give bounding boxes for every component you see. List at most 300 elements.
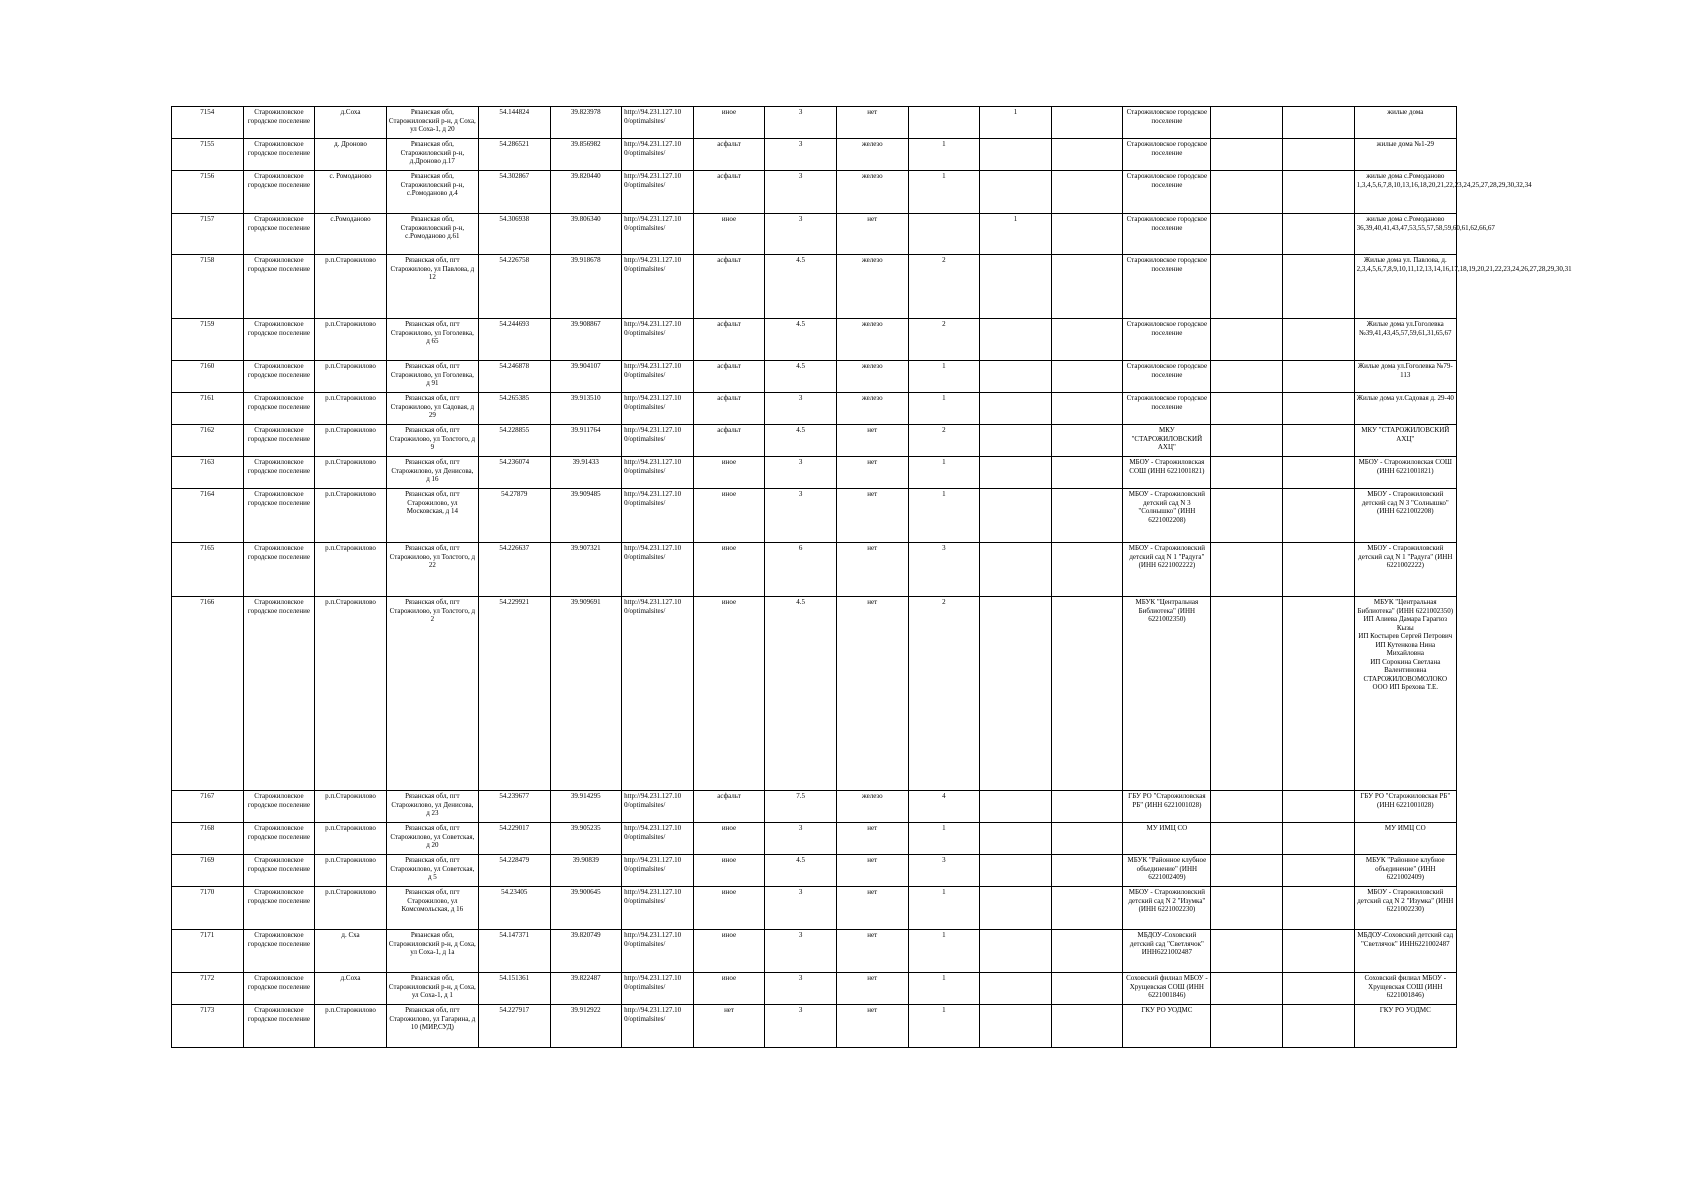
cell-area: 3	[765, 930, 837, 973]
cell-id: 7168	[172, 823, 244, 855]
cell-owner: ГКУ РО УОДМС	[1123, 1005, 1211, 1048]
cell-empty	[1211, 214, 1283, 255]
cell-owner: МБДОУ-Соховский детский сад "Светлячок" ИНН6221002487	[1123, 930, 1211, 973]
cell-mun: Старожиловское городское поселение	[243, 855, 315, 887]
cell-lon: 39.823978	[550, 107, 622, 139]
cell-n2	[980, 457, 1052, 489]
cell-mun: Старожиловское городское поселение	[243, 361, 315, 393]
cell-id: 7160	[172, 361, 244, 393]
cell-n2: 1	[980, 214, 1052, 255]
cell-src: жилые дома	[1354, 107, 1456, 139]
cell-fence: нет	[836, 887, 908, 930]
cell-lat: 54.229921	[478, 597, 550, 791]
cell-loc: р.п.Старожилово	[315, 393, 387, 425]
cell-fence: нет	[836, 823, 908, 855]
table-row	[172, 361, 1457, 393]
cell-url: http://94.231.127.10 0/optimalsites/	[622, 930, 694, 973]
cell-fence: нет	[836, 597, 908, 791]
table-body	[172, 107, 1572, 1048]
cell-surf: асфальт	[693, 425, 765, 457]
cell-fence: железо	[836, 139, 908, 171]
cell-empty	[1282, 855, 1354, 887]
cell-surf: иное	[693, 973, 765, 1005]
cell-lat: 54.306938	[478, 214, 550, 255]
cell-empty	[1282, 425, 1354, 457]
cell-lon: 39.822487	[550, 973, 622, 1005]
cell-surf: иное	[693, 855, 765, 887]
cell-surf: иное	[693, 489, 765, 543]
cell-n1: 1	[908, 171, 980, 214]
cell-n1	[908, 107, 980, 139]
cell-addr: Рязанская обл, Старожиловский р-н, д Соха, ул Соха-1, д 1	[386, 973, 478, 1005]
cell-surf: асфальт	[693, 139, 765, 171]
cell-mun: Старожиловское городское поселение	[243, 887, 315, 930]
cell-empty	[1282, 171, 1354, 214]
cell-mun: Старожиловское городское поселение	[243, 319, 315, 361]
cell-empty	[1211, 930, 1283, 973]
cell-empty	[1282, 823, 1354, 855]
cell-n1: 1	[908, 823, 980, 855]
table-row	[172, 855, 1457, 887]
cell-lon: 39.912922	[550, 1005, 622, 1048]
cell-id: 7171	[172, 930, 244, 973]
cell-lat: 54.228479	[478, 855, 550, 887]
cell-fence: железо	[836, 171, 908, 214]
cell-src: Соховский филиал МБОУ - Хрущевская СОШ (ИНН 6221001846)	[1354, 973, 1456, 1005]
cell-area: 3	[765, 214, 837, 255]
cell-empty	[1051, 457, 1123, 489]
cell-n1: 2	[908, 319, 980, 361]
cell-empty	[1211, 791, 1283, 823]
cell-area: 3	[765, 139, 837, 171]
cell-owner: МБОУ - Старожиловская СОШ (ИНН 6221001821)	[1123, 457, 1211, 489]
cell-fence: железо	[836, 319, 908, 361]
cell-surf: иное	[693, 457, 765, 489]
cell-lat: 54.147371	[478, 930, 550, 973]
cell-addr: Рязанская обл, Старожиловский р-н, д Соха, ул Соха-1, д 1а	[386, 930, 478, 973]
table-row	[172, 887, 1457, 930]
cell-url: http://94.231.127.10 0/optimalsites/	[622, 139, 694, 171]
table-row	[172, 457, 1457, 489]
cell-src: МКУ "СТАРОЖИЛОВСКИЙ АХЦ"	[1354, 425, 1456, 457]
cell-url: http://94.231.127.10 0/optimalsites/	[622, 973, 694, 1005]
cell-empty	[1051, 255, 1123, 319]
cell-fence: нет	[836, 425, 908, 457]
cell-addr: Рязанская обл, пгт Старожилово, ул Павлова, д 12	[386, 255, 478, 319]
cell-loc: д.Соха	[315, 973, 387, 1005]
cell-empty	[1282, 457, 1354, 489]
cell-empty	[1282, 887, 1354, 930]
cell-url: http://94.231.127.10 0/optimalsites/	[622, 543, 694, 597]
table-row	[172, 543, 1457, 597]
cell-loc: р.п.Старожилово	[315, 855, 387, 887]
cell-area: 3	[765, 393, 837, 425]
cell-src: жилые дома с.Ромоданово 1,3,4,5,6,7,8,10,13,16,18,20,21,22,23,24,25,27,28,29,30,32,34	[1354, 171, 1456, 214]
cell-loc: р.п.Старожилово	[315, 597, 387, 791]
cell-id: 7154	[172, 107, 244, 139]
cell-src: МБОУ - Старожиловская СОШ (ИНН 6221001821)	[1354, 457, 1456, 489]
cell-n1: 4	[908, 791, 980, 823]
cell-n1: 1	[908, 1005, 980, 1048]
cell-addr: Рязанская обл, пгт Старожилово, ул Садовая, д 29	[386, 393, 478, 425]
table-row	[172, 255, 1457, 319]
cell-loc: р.п.Старожилово	[315, 543, 387, 597]
cell-src: Жилые дома ул.Гоголевка №39,41,43,45,57,59,61,31,65,67	[1354, 319, 1456, 361]
cell-mun: Старожиловское городское поселение	[243, 823, 315, 855]
cell-src: МБОУ - Старожиловский детский сад N 3 "Солнышко" (ИНН 6221002208)	[1354, 489, 1456, 543]
cell-lat: 54.27879	[478, 489, 550, 543]
cell-owner: Старожиловское городское поселение	[1123, 171, 1211, 214]
cell-src: Жилые дома ул.Гоголевка №79-113	[1354, 361, 1456, 393]
cell-lon: 39.91433	[550, 457, 622, 489]
cell-lat: 54.286521	[478, 139, 550, 171]
cell-id: 7156	[172, 171, 244, 214]
cell-loc: с.Ромоданово	[315, 214, 387, 255]
cell-loc: д.Соха	[315, 107, 387, 139]
cell-src: ГКУ РО УОДМС	[1354, 1005, 1456, 1048]
cell-lon: 39.913510	[550, 393, 622, 425]
table-row	[172, 171, 1457, 214]
cell-n1: 2	[908, 597, 980, 791]
cell-empty	[1282, 1005, 1354, 1048]
cell-fence: нет	[836, 489, 908, 543]
cell-url: http://94.231.127.10 0/optimalsites/	[622, 255, 694, 319]
cell-fence: железо	[836, 361, 908, 393]
cell-lat: 54.239677	[478, 791, 550, 823]
table-row	[172, 139, 1457, 171]
cell-mun: Старожиловское городское поселение	[243, 1005, 315, 1048]
cell-src: МБДОУ-Соховский детский сад "Светлячок" ИНН6221002487	[1354, 930, 1456, 973]
cell-fence: нет	[836, 457, 908, 489]
cell-loc: д. Сха	[315, 930, 387, 973]
cell-mun: Старожиловское городское поселение	[243, 489, 315, 543]
cell-area: 3	[765, 107, 837, 139]
cell-area: 4.5	[765, 597, 837, 791]
cell-empty	[1282, 361, 1354, 393]
cell-empty	[1051, 171, 1123, 214]
cell-n1: 1	[908, 139, 980, 171]
cell-id: 7165	[172, 543, 244, 597]
cell-surf: иное	[693, 543, 765, 597]
cell-lat: 54.227917	[478, 1005, 550, 1048]
cell-fence: нет	[836, 973, 908, 1005]
cell-lon: 39.909485	[550, 489, 622, 543]
cell-area: 3	[765, 457, 837, 489]
cell-area: 3	[765, 823, 837, 855]
cell-url: http://94.231.127.10 0/optimalsites/	[622, 425, 694, 457]
cell-area: 3	[765, 489, 837, 543]
cell-surf: иное	[693, 597, 765, 791]
cell-owner: Старожиловское городское поселение	[1123, 214, 1211, 255]
cell-addr: Рязанская обл, пгт Старожилово, ул Денисова, д 16	[386, 457, 478, 489]
cell-fence: нет	[836, 214, 908, 255]
table-row	[172, 489, 1457, 543]
cell-mun: Старожиловское городское поселение	[243, 171, 315, 214]
cell-owner: МКУ "СТАРОЖИЛОВСКИЙ АХЦ"	[1123, 425, 1211, 457]
cell-n2	[980, 139, 1052, 171]
cell-empty	[1051, 214, 1123, 255]
cell-area: 3	[765, 1005, 837, 1048]
cell-url: http://94.231.127.10 0/optimalsites/	[622, 1005, 694, 1048]
cell-empty	[1051, 489, 1123, 543]
table-row	[172, 214, 1457, 255]
cell-fence: нет	[836, 543, 908, 597]
cell-empty	[1282, 107, 1354, 139]
cell-url: http://94.231.127.10 0/optimalsites/	[622, 597, 694, 791]
cell-lon: 39.918678	[550, 255, 622, 319]
cell-empty	[1211, 319, 1283, 361]
cell-owner: Старожиловское городское поселение	[1123, 319, 1211, 361]
cell-surf: асфальт	[693, 171, 765, 214]
cell-n1: 1	[908, 457, 980, 489]
cell-loc: р.п.Старожилово	[315, 255, 387, 319]
cell-addr: Рязанская обл, пгт Старожилово, ул Советская, д 5	[386, 855, 478, 887]
cell-area: 4.5	[765, 425, 837, 457]
cell-id: 7164	[172, 489, 244, 543]
cell-area: 6	[765, 543, 837, 597]
cell-empty	[1282, 393, 1354, 425]
cell-empty	[1211, 107, 1283, 139]
cell-loc: р.п.Старожилово	[315, 457, 387, 489]
cell-empty	[1282, 543, 1354, 597]
cell-id: 7157	[172, 214, 244, 255]
cell-empty	[1282, 489, 1354, 543]
cell-empty	[1211, 1005, 1283, 1048]
cell-src: Жилые дома ул. Павлова, д. 2,3,4,5,6,7,8,9,10,11,12,13,14,16,17,18,19,20,21,22,23,24,26,27,28,29,30,31	[1354, 255, 1456, 319]
cell-url: http://94.231.127.10 0/optimalsites/	[622, 214, 694, 255]
cell-fence: нет	[836, 1005, 908, 1048]
cell-addr: Рязанская обл, пгт Старожилово, ул Комсомольская, д 16	[386, 887, 478, 930]
cell-empty	[1051, 543, 1123, 597]
cell-owner: Старожиловское городское поселение	[1123, 139, 1211, 171]
cell-area: 3	[765, 171, 837, 214]
table-row	[172, 791, 1457, 823]
cell-id: 7166	[172, 597, 244, 791]
cell-owner: МУ ИМЦ СО	[1123, 823, 1211, 855]
cell-area: 3	[765, 973, 837, 1005]
cell-src: ГБУ РО "Старожиловская РБ" (ИНН 6221001028)	[1354, 791, 1456, 823]
cell-empty	[1282, 255, 1354, 319]
cell-surf: иное	[693, 930, 765, 973]
cell-addr: Рязанская обл, Старожиловский р-н, с.Ромоданово д.4	[386, 171, 478, 214]
cell-mun: Старожиловское городское поселение	[243, 543, 315, 597]
cell-url: http://94.231.127.10 0/optimalsites/	[622, 457, 694, 489]
cell-area: 7.5	[765, 791, 837, 823]
cell-n1: 1	[908, 930, 980, 973]
cell-empty	[1051, 425, 1123, 457]
cell-id: 7172	[172, 973, 244, 1005]
cell-src: жилые дома с.Ромоданово 36,39,40,41,43,47,53,55,57,58,59,60,61,62,66,67	[1354, 214, 1456, 255]
cell-empty	[1211, 543, 1283, 597]
cell-url: http://94.231.127.10 0/optimalsites/	[622, 361, 694, 393]
cell-n2	[980, 597, 1052, 791]
cell-url: http://94.231.127.10 0/optimalsites/	[622, 171, 694, 214]
cell-n1: 1	[908, 361, 980, 393]
cell-mun: Старожиловское городское поселение	[243, 791, 315, 823]
cell-empty	[1211, 255, 1283, 319]
cell-id: 7170	[172, 887, 244, 930]
cell-fence: нет	[836, 930, 908, 973]
cell-empty	[1211, 457, 1283, 489]
cell-addr: Рязанская обл, пгт Старожилово, ул Денисова, д 23	[386, 791, 478, 823]
cell-empty	[1211, 823, 1283, 855]
cell-url: http://94.231.127.10 0/optimalsites/	[622, 107, 694, 139]
cell-n2	[980, 887, 1052, 930]
cell-empty	[1211, 973, 1283, 1005]
cell-lat: 54.265385	[478, 393, 550, 425]
cell-area: 4.5	[765, 361, 837, 393]
cell-loc: р.п.Старожилово	[315, 425, 387, 457]
cell-lat: 54.226637	[478, 543, 550, 597]
cell-surf: асфальт	[693, 393, 765, 425]
cell-empty	[1211, 597, 1283, 791]
cell-owner: МБОУ - Старожиловский детский сад N 1 "Радуга" (ИНН 6221002222)	[1123, 543, 1211, 597]
cell-id: 7163	[172, 457, 244, 489]
cell-empty	[1051, 393, 1123, 425]
cell-owner: МБОУ - Старожиловский детский сад N 2 "Изумка" (ИНН 6221002230)	[1123, 887, 1211, 930]
cell-owner: ГБУ РО "Старожиловская РБ" (ИНН 6221001028)	[1123, 791, 1211, 823]
cell-surf: асфальт	[693, 361, 765, 393]
cell-id: 7155	[172, 139, 244, 171]
table-row	[172, 1005, 1457, 1048]
cell-fence: нет	[836, 107, 908, 139]
cell-owner: Старожиловское городское поселение	[1123, 361, 1211, 393]
cell-addr: Рязанская обл, пгт Старожилово, ул Гагарина, д 10 (МИР,СУД)	[386, 1005, 478, 1048]
cell-empty	[1282, 791, 1354, 823]
cell-fence: железо	[836, 791, 908, 823]
cell-owner: МБУК "Районное клубное объединение" (ИНН 6221002409)	[1123, 855, 1211, 887]
cell-area: 3	[765, 887, 837, 930]
data-table	[171, 106, 1572, 1048]
cell-src: Жилые дома ул.Садовая д. 29-40	[1354, 393, 1456, 425]
cell-n2	[980, 791, 1052, 823]
cell-addr: Рязанская обл, Старожиловский р-н, д.Дроново д.17	[386, 139, 478, 171]
cell-src: МБУК "Центральная Библиотека" (ИНН 6221002350) ИП Алиева Дамара Гарагюз Кызы ИП Костырев Сергей Петрович ИП Кутенкова Нина Михайловна ИП Сорокина Светлана Валентиновна СТАРОЖИЛОВОМОЛОКО ООО ИП Брехова Т.Е.	[1354, 597, 1456, 791]
cell-area: 4.5	[765, 255, 837, 319]
cell-addr: Рязанская обл, пгт Старожилово, ул Толстого, д 2	[386, 597, 478, 791]
cell-empty	[1051, 973, 1123, 1005]
cell-lon: 39.904107	[550, 361, 622, 393]
cell-loc: р.п.Старожилово	[315, 887, 387, 930]
cell-owner: МБОУ - Старожиловский детский сад N 3 "Солнышко" (ИНН 6221002208)	[1123, 489, 1211, 543]
cell-lon: 39.90839	[550, 855, 622, 887]
cell-lon: 39.820749	[550, 930, 622, 973]
cell-addr: Рязанская обл, Старожиловский р-н, д Соха, ул Соха-1, д 20	[386, 107, 478, 139]
cell-mun: Старожиловское городское поселение	[243, 255, 315, 319]
cell-n1	[908, 214, 980, 255]
cell-addr: Рязанская обл, пгт Старожилово, ул Советская, д 20	[386, 823, 478, 855]
cell-empty	[1282, 139, 1354, 171]
cell-n1: 2	[908, 425, 980, 457]
cell-empty	[1051, 361, 1123, 393]
cell-n2	[980, 823, 1052, 855]
cell-empty	[1051, 319, 1123, 361]
cell-mun: Старожиловское городское поселение	[243, 139, 315, 171]
cell-empty	[1051, 791, 1123, 823]
cell-lat: 54.228855	[478, 425, 550, 457]
cell-src: МУ ИМЦ СО	[1354, 823, 1456, 855]
cell-mun: Старожиловское городское поселение	[243, 107, 315, 139]
cell-empty	[1211, 489, 1283, 543]
cell-id: 7161	[172, 393, 244, 425]
cell-url: http://94.231.127.10 0/optimalsites/	[622, 855, 694, 887]
cell-n2	[980, 930, 1052, 973]
cell-n2	[980, 319, 1052, 361]
cell-empty	[1211, 139, 1283, 171]
cell-empty	[1051, 887, 1123, 930]
cell-mun: Старожиловское городское поселение	[243, 973, 315, 1005]
cell-id: 7158	[172, 255, 244, 319]
cell-lat: 54.229017	[478, 823, 550, 855]
cell-owner: Старожиловское городское поселение	[1123, 107, 1211, 139]
cell-n2	[980, 393, 1052, 425]
cell-fence: нет	[836, 855, 908, 887]
cell-n1: 1	[908, 973, 980, 1005]
cell-mun: Старожиловское городское поселение	[243, 393, 315, 425]
cell-src: МБУК "Районное клубное объединение" (ИНН 6221002409)	[1354, 855, 1456, 887]
cell-surf: иное	[693, 887, 765, 930]
cell-lat: 54.23405	[478, 887, 550, 930]
cell-empty	[1282, 214, 1354, 255]
cell-id: 7167	[172, 791, 244, 823]
cell-surf: иное	[693, 107, 765, 139]
cell-lat: 54.244693	[478, 319, 550, 361]
cell-empty	[1282, 319, 1354, 361]
cell-empty	[1282, 973, 1354, 1005]
cell-lat: 54.236074	[478, 457, 550, 489]
cell-empty	[1051, 930, 1123, 973]
table-row	[172, 597, 1457, 791]
cell-n2	[980, 855, 1052, 887]
cell-owner: Старожиловское городское поселение	[1123, 255, 1211, 319]
cell-surf: нет	[693, 1005, 765, 1048]
cell-n1: 3	[908, 543, 980, 597]
cell-empty	[1051, 823, 1123, 855]
cell-id: 7173	[172, 1005, 244, 1048]
cell-empty	[1051, 107, 1123, 139]
cell-loc: р.п.Старожилово	[315, 1005, 387, 1048]
cell-mun: Старожиловское городское поселение	[243, 214, 315, 255]
cell-n2	[980, 543, 1052, 597]
cell-url: http://94.231.127.10 0/optimalsites/	[622, 887, 694, 930]
cell-empty	[1211, 855, 1283, 887]
cell-surf: иное	[693, 214, 765, 255]
cell-n1: 3	[908, 855, 980, 887]
cell-n1: 2	[908, 255, 980, 319]
table-row	[172, 319, 1457, 361]
cell-fence: железо	[836, 393, 908, 425]
cell-lon: 39.900645	[550, 887, 622, 930]
cell-loc: р.п.Старожилово	[315, 823, 387, 855]
cell-lat: 54.144824	[478, 107, 550, 139]
cell-empty	[1211, 393, 1283, 425]
cell-src: МБОУ - Старожиловский детский сад N 1 "Радуга" (ИНН 6221002222)	[1354, 543, 1456, 597]
cell-id: 7159	[172, 319, 244, 361]
table-row	[172, 393, 1457, 425]
cell-url: http://94.231.127.10 0/optimalsites/	[622, 791, 694, 823]
cell-n1: 1	[908, 393, 980, 425]
cell-n2	[980, 425, 1052, 457]
cell-lon: 39.907321	[550, 543, 622, 597]
cell-surf: иное	[693, 823, 765, 855]
cell-addr: Рязанская обл, пгт Старожилово, ул Толстого, д 22	[386, 543, 478, 597]
cell-addr: Рязанская обл, пгт Старожилово, ул Гоголевка, д 91	[386, 361, 478, 393]
cell-n1: 1	[908, 887, 980, 930]
cell-area: 4.5	[765, 319, 837, 361]
cell-mun: Старожиловское городское поселение	[243, 597, 315, 791]
cell-n2	[980, 361, 1052, 393]
cell-lat: 54.246878	[478, 361, 550, 393]
